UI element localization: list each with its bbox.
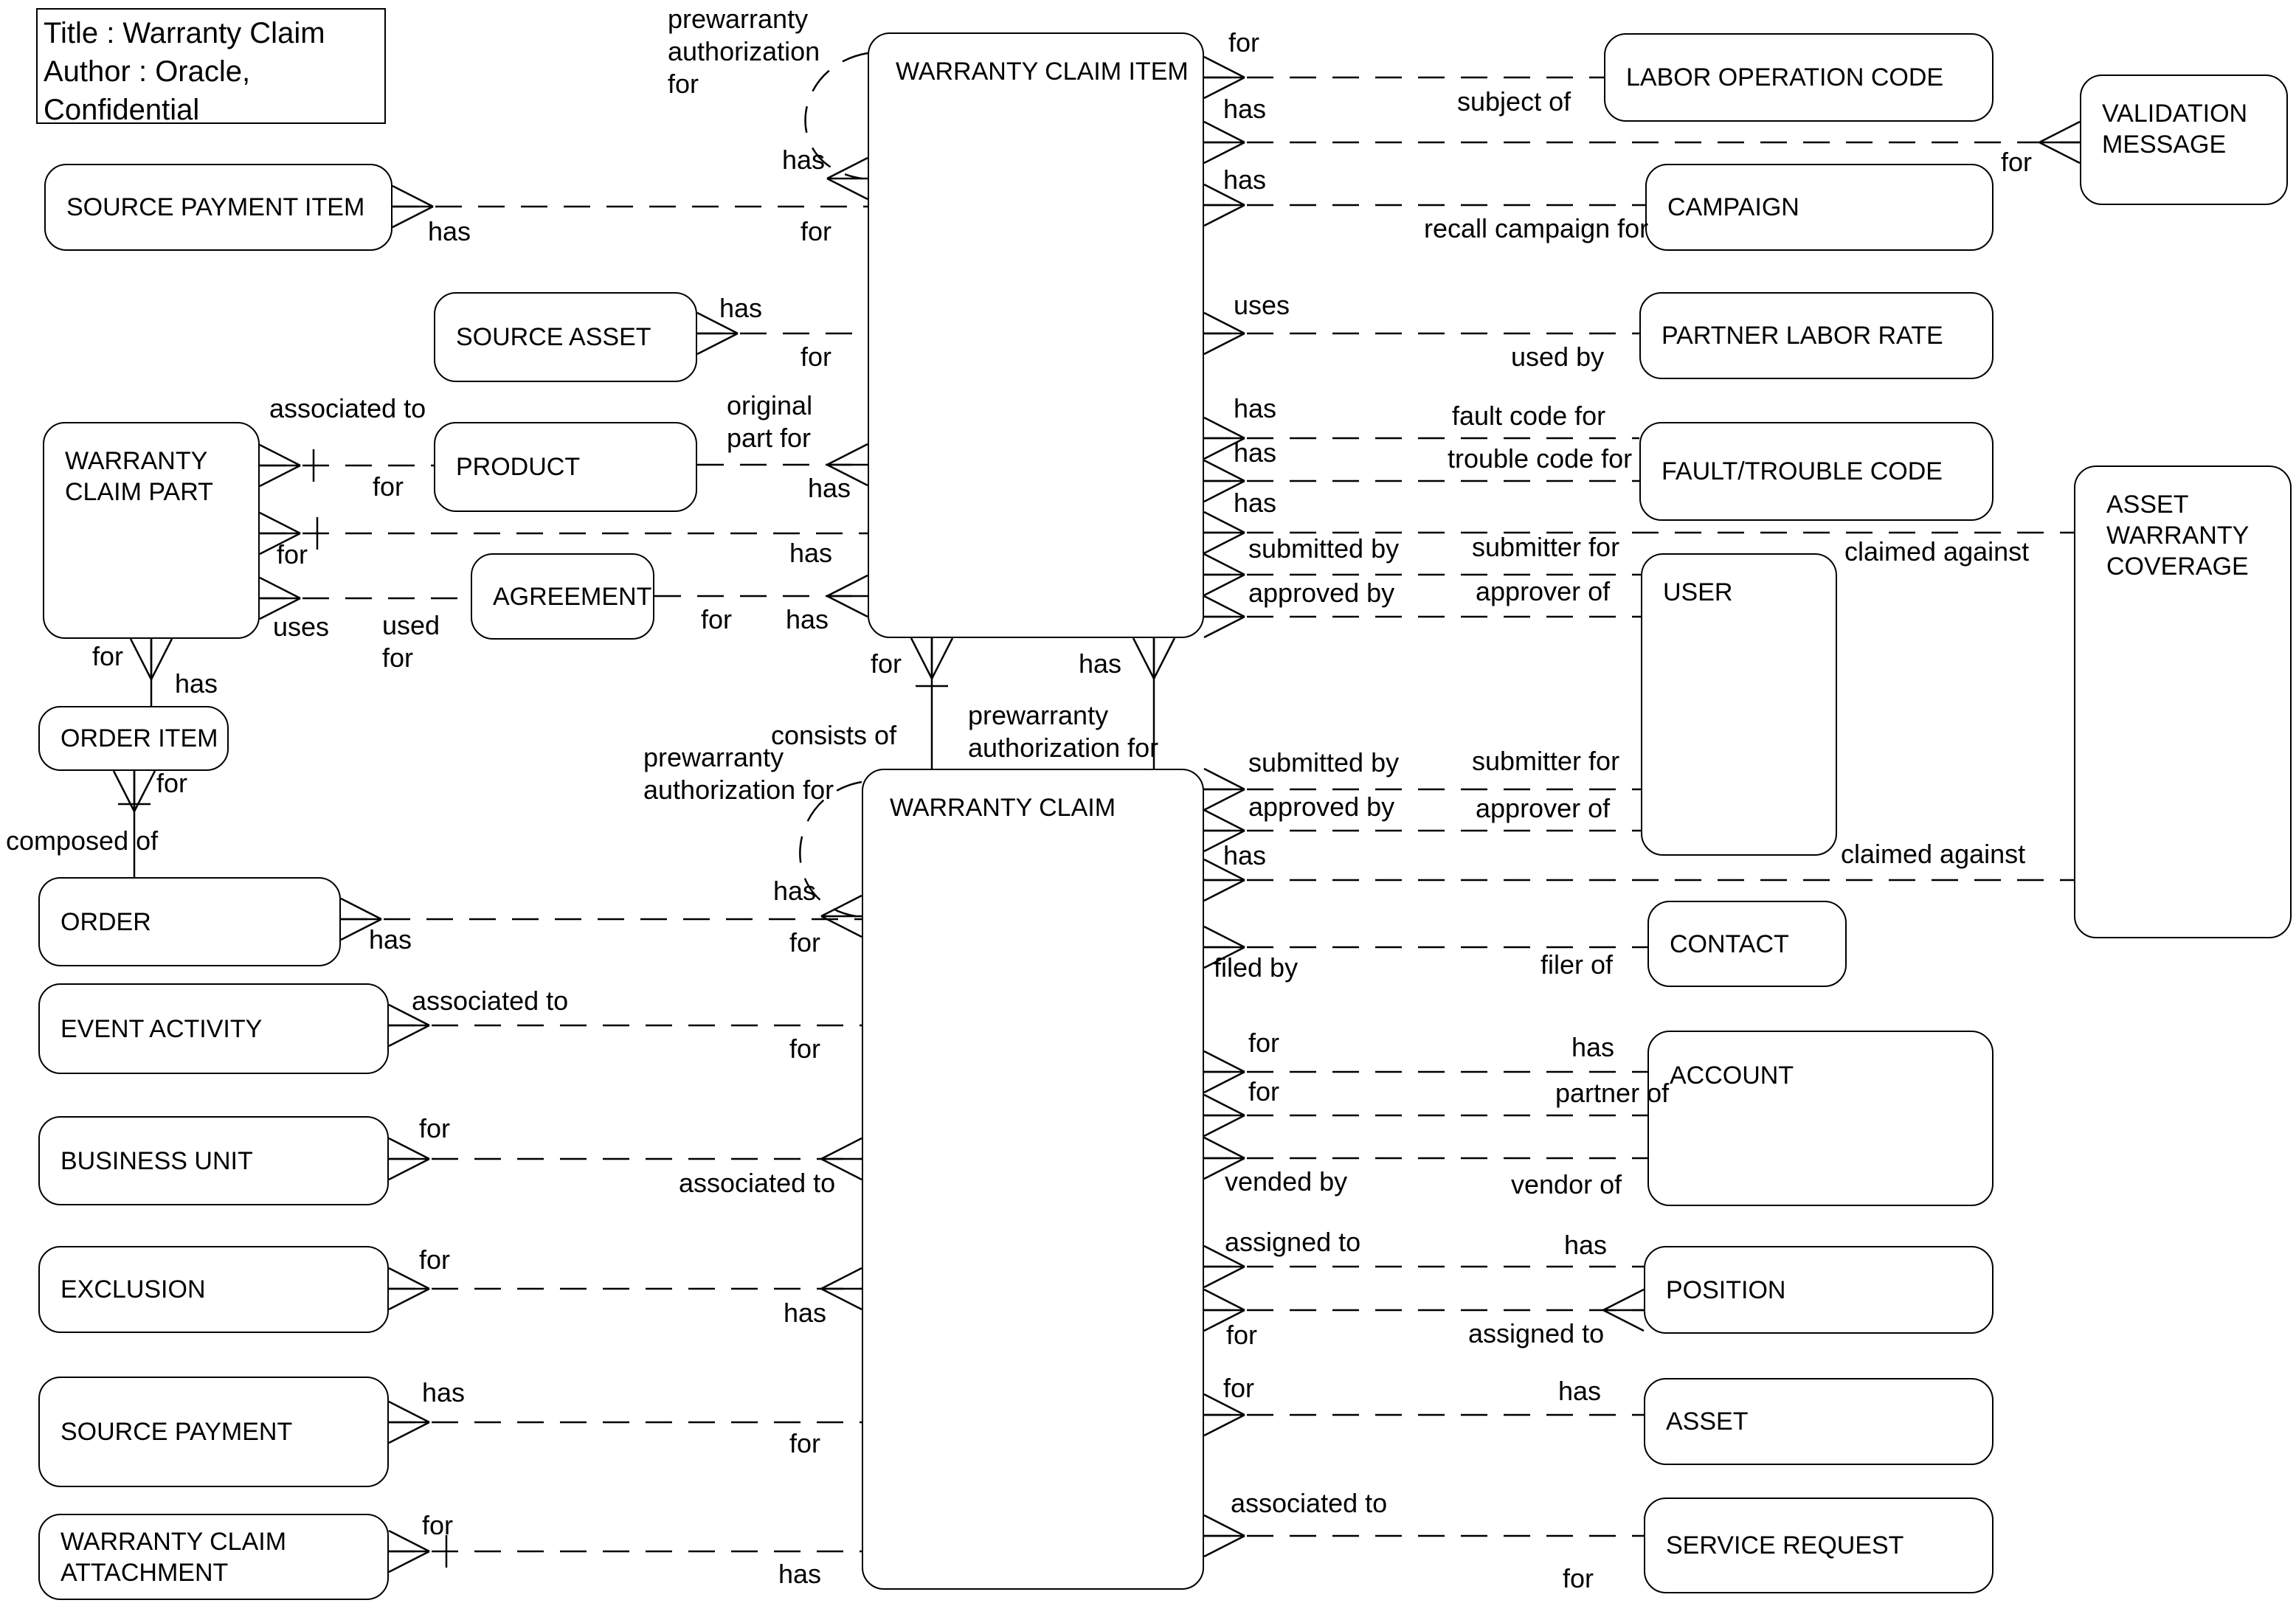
label-sp-has: has	[422, 1377, 466, 1408]
label-wci-submitter-for: submitter for	[1472, 532, 1620, 562]
label-vended-by: vended by	[1225, 1166, 1348, 1197]
label-wci-approved-by: approved by	[1248, 578, 1395, 608]
label-wc-self-loop: prewarranty authorization for	[643, 742, 834, 805]
entity-source-payment[interactable]: SOURCE PAYMENT	[38, 1377, 389, 1487]
label-account-has: has	[1571, 1032, 1615, 1062]
entity-validation-message[interactable]: VALIDATION MESSAGE	[2080, 75, 2288, 205]
label-wci-loop-has: has	[782, 145, 826, 175]
label-awc2-has: has	[1223, 840, 1267, 870]
entity-warranty-claim[interactable]: WARRANTY CLAIM	[862, 769, 1204, 1590]
label-position-assigned-to: assigned to	[1468, 1318, 1605, 1348]
entity-agreement[interactable]: AGREEMENT	[471, 553, 654, 640]
diagram-author: Author : Oracle, Confidential	[44, 55, 251, 126]
entity-order[interactable]: ORDER	[38, 877, 341, 966]
label-position-has: has	[1564, 1230, 1608, 1260]
label-spi-has: has	[428, 216, 471, 246]
label-consists-for: for	[871, 648, 902, 679]
label-wc-submitted-by: submitted by	[1248, 747, 1400, 778]
label-wci-approver-of: approver of	[1476, 576, 1611, 606]
entity-product[interactable]: PRODUCT	[434, 422, 697, 512]
label-recall-campaign-for: recall campaign for	[1424, 213, 1649, 243]
label-bu-associated-to: associated to	[679, 1168, 836, 1198]
label-vm-has: has	[1223, 94, 1267, 124]
entity-order-item[interactable]: ORDER ITEM	[38, 706, 229, 771]
label-wc-approved-by: approved by	[1248, 792, 1395, 822]
label-wcp-associated-to: associated to	[269, 393, 426, 423]
entity-account[interactable]: ACCOUNT	[1647, 1031, 1994, 1206]
entity-source-asset[interactable]: SOURCE ASSET	[434, 292, 697, 382]
label-wcp-for: for	[277, 539, 308, 569]
label-consists-of: consists of	[771, 720, 897, 750]
entity-partner-labor-rate[interactable]: PARTNER LABOR RATE	[1639, 292, 1994, 379]
entity-asset[interactable]: ASSET	[1644, 1378, 1994, 1465]
label-used-by: used by	[1511, 342, 1605, 372]
label-asset-for: for	[1223, 1373, 1255, 1403]
label-sa-for: for	[801, 342, 832, 372]
label-trouble-code-for: trouble code for	[1448, 443, 1633, 474]
label-used-for: used for	[382, 610, 440, 673]
label-wcp-uses: uses	[273, 612, 330, 642]
entity-labor-operation-code[interactable]: LABOR OPERATION CODE	[1604, 33, 1994, 122]
label-order-for: for	[789, 927, 821, 958]
label-subject-of: subject of	[1457, 86, 1571, 117]
entity-warranty-claim-attachment[interactable]: WARRANTY CLAIM ATTACHMENT	[38, 1514, 389, 1600]
label-vm-for: for	[2001, 147, 2033, 177]
label-bu-for: for	[419, 1113, 451, 1143]
label-attachment-for: for	[422, 1510, 454, 1540]
entity-service-request[interactable]: SERVICE REQUEST	[1644, 1498, 1994, 1593]
label-wci-submitted-by: submitted by	[1248, 533, 1400, 564]
label-filer-of: filer of	[1541, 949, 1614, 980]
entity-contact[interactable]: CONTACT	[1647, 901, 1847, 987]
label-prod-has: has	[808, 473, 851, 503]
label-agreement-has: has	[786, 604, 829, 634]
entity-campaign[interactable]: CAMPAIGN	[1645, 164, 1994, 251]
entity-asset-warranty-coverage[interactable]: ASSET WARRANTY COVERAGE	[2074, 465, 2292, 938]
label-attachment-has: has	[778, 1559, 822, 1589]
label-exclusion-for: for	[419, 1244, 451, 1275]
label-composed-of: composed of	[6, 825, 159, 856]
label-fault-code-for: fault code for	[1452, 401, 1606, 431]
label-order-has: has	[369, 924, 412, 955]
label-campaign-has: has	[1223, 165, 1267, 195]
label-spi-for: for	[801, 216, 832, 246]
title-block	[36, 8, 386, 124]
entity-exclusion[interactable]: EXCLUSION	[38, 1246, 389, 1333]
label-account-for2: for	[1248, 1076, 1280, 1107]
label-vendor-of: vendor of	[1511, 1169, 1622, 1199]
label-awc2-claimed-against: claimed against	[1841, 839, 2026, 869]
label-awc1-claimed-against: claimed against	[1844, 536, 2030, 567]
label-sa-has: has	[719, 293, 763, 323]
label-ea-associated-to: associated to	[412, 986, 569, 1016]
entity-warranty-claim-item[interactable]: WARRANTY CLAIM ITEM	[868, 32, 1204, 638]
entity-event-activity[interactable]: EVENT ACTIVITY	[38, 983, 389, 1074]
label-preauth: prewarranty authorization for	[968, 700, 1159, 763]
label-original-part-for: original part for	[727, 390, 813, 453]
entity-source-payment-item[interactable]: SOURCE PAYMENT ITEM	[44, 164, 393, 251]
label-agreement-for: for	[701, 604, 733, 634]
label-wcp-assoc-for: for	[373, 471, 404, 502]
label-assigned-to: assigned to	[1225, 1227, 1361, 1257]
label-preauth-has: has	[1079, 648, 1122, 679]
entity-position[interactable]: POSITION	[1644, 1246, 1994, 1334]
entity-warranty-claim-part[interactable]: WARRANTY CLAIM PART	[43, 422, 260, 639]
label-partner-of: partner of	[1555, 1078, 1670, 1108]
label-wcp-has: has	[789, 538, 833, 568]
entity-business-unit[interactable]: BUSINESS UNIT	[38, 1116, 389, 1205]
label-exclusion-has: has	[784, 1298, 827, 1328]
label-account-for1: for	[1248, 1028, 1280, 1058]
label-asset-has: has	[1558, 1376, 1602, 1406]
label-loc-for: for	[1228, 27, 1260, 58]
label-wci-self-loop: prewarranty authorization for	[668, 4, 820, 99]
label-plr-uses: uses	[1234, 290, 1290, 320]
label-filed-by: filed by	[1214, 952, 1299, 983]
label-wcp-orderitem-has: has	[175, 668, 218, 699]
label-awc1-has: has	[1234, 488, 1277, 518]
label-wcp-orderitem-for: for	[92, 641, 124, 671]
entity-fault-trouble-code[interactable]: FAULT/TROUBLE CODE	[1639, 422, 1994, 521]
label-sr-for: for	[1563, 1563, 1594, 1593]
label-fault-has: has	[1234, 393, 1277, 423]
label-wc-loop-has: has	[773, 876, 817, 906]
label-wc-submitter-for: submitter for	[1472, 746, 1620, 776]
label-wc-approver-of: approver of	[1476, 793, 1611, 823]
label-sp-for: for	[789, 1428, 821, 1458]
diagram-title: Title : Warranty Claim	[44, 17, 325, 49]
label-trouble-has: has	[1234, 437, 1277, 468]
label-sr-associated-to: associated to	[1231, 1488, 1388, 1518]
entity-user[interactable]: USER	[1641, 553, 1837, 856]
label-position-for: for	[1226, 1320, 1258, 1350]
label-ea-for: for	[789, 1034, 821, 1064]
label-orderitem-for: for	[156, 768, 188, 798]
